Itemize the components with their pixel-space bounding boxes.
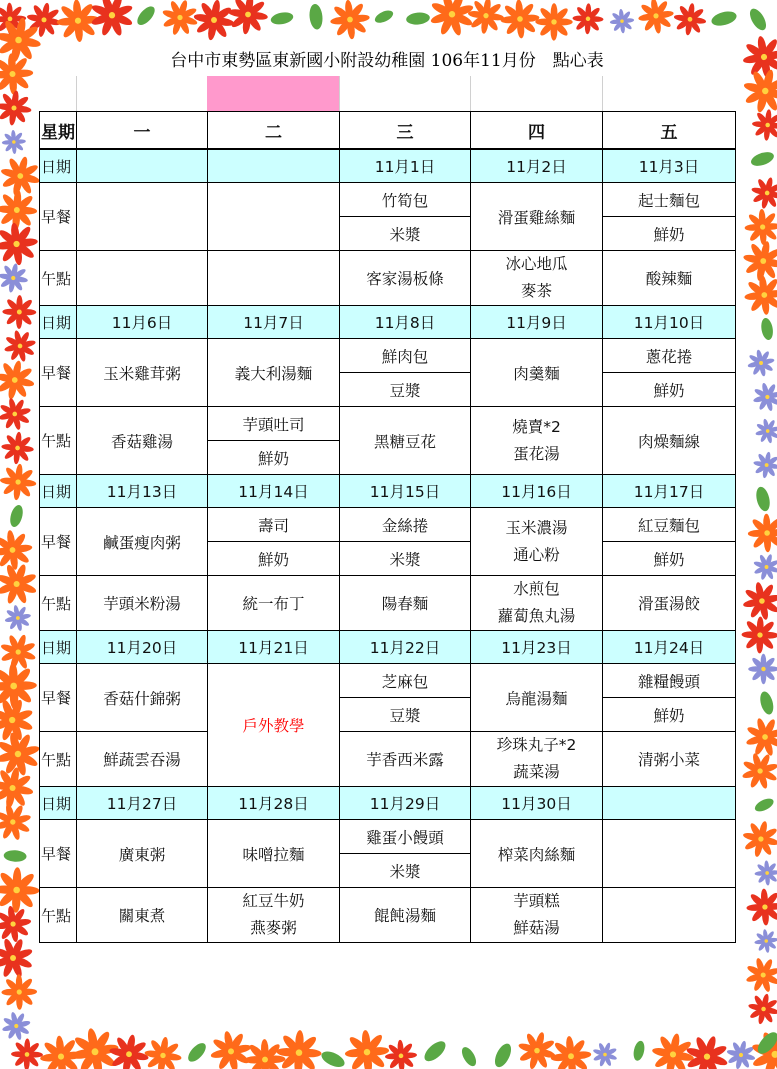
flower-icon	[0, 530, 33, 570]
menu-item-cell: 酸辣麵	[603, 251, 736, 306]
flower-icon	[745, 957, 777, 992]
date-cell: 11月24日	[603, 631, 736, 664]
leaf-icon	[270, 11, 294, 26]
leaf-icon	[753, 796, 776, 814]
menu-item-cell: 雞蛋小饅頭	[340, 820, 471, 854]
date-row	[40, 149, 736, 183]
menu-item-cell: 鮮肉包	[340, 339, 471, 373]
flower-icon	[1, 974, 37, 1010]
snack-row	[40, 407, 736, 441]
date-cell: 11月30日	[471, 787, 603, 820]
page-title: 台中市東勢區東新國小附設幼稚園 106年11月份 點心表	[39, 46, 735, 76]
flower-icon	[385, 1040, 417, 1069]
flower-icon	[276, 1030, 321, 1069]
menu-item-cell: 豆漿	[340, 698, 471, 732]
flower-icon	[742, 617, 777, 654]
menu-item-cell: 清粥小菜	[603, 732, 736, 787]
leaf-icon	[747, 6, 770, 33]
flower-icon	[0, 938, 33, 979]
menu-item-cell: 鮮奶	[208, 542, 340, 576]
date-cell: 11月3日	[603, 149, 736, 183]
date-cell: 11月13日	[77, 475, 208, 508]
leaf-icon	[3, 850, 26, 863]
menu-item-cell: 鹹蛋瘦肉粥	[77, 508, 208, 576]
menu-item-cell: 竹筍包	[340, 183, 471, 217]
weekday-header-label: 星期	[40, 112, 77, 150]
menu-item-cell: 鮮奶	[208, 441, 340, 475]
menu-item-line: 芋頭糕	[513, 892, 560, 910]
weekday-header-cell: 一	[77, 112, 208, 150]
flower-icon	[162, 0, 198, 36]
flower-icon	[0, 464, 37, 501]
breakfast-row	[40, 339, 736, 373]
menu-item-cell: 芋頭米粉湯	[77, 576, 208, 631]
date-cell	[603, 787, 736, 820]
date-cell: 11月10日	[603, 306, 736, 339]
menu-item-cell	[208, 183, 340, 251]
leaf-icon	[308, 3, 323, 30]
menu-item-cell: 味噌拉麵	[208, 820, 340, 888]
leaf-icon	[754, 485, 772, 512]
flower-icon	[210, 1030, 252, 1069]
flower-icon	[0, 803, 32, 841]
flower-icon	[0, 263, 28, 293]
menu-item-line: 麥茶	[520, 282, 552, 300]
menu-item-cell: 肉燥麵線	[603, 407, 736, 475]
breakfast-row	[40, 508, 736, 542]
leaf-icon	[459, 1045, 479, 1069]
menu-item-cell: 米漿	[340, 542, 471, 576]
leaf-icon	[421, 1038, 449, 1065]
row-label-snack: 午點	[40, 407, 77, 475]
row-label-breakfast: 早餐	[40, 664, 77, 732]
flower-icon	[2, 130, 26, 154]
menu-item-cell	[77, 251, 208, 306]
menu-item-cell: 紅豆麵包	[603, 508, 736, 542]
menu-item-cell: 芝麻包	[340, 664, 471, 698]
leaf-icon	[749, 150, 775, 169]
flower-icon	[751, 177, 777, 209]
menu-item-cell: 鮮奶	[603, 542, 736, 576]
menu-item-cell: 客家湯板條	[340, 251, 471, 306]
leaf-icon	[492, 1041, 515, 1069]
pink-highlight-cell	[207, 76, 339, 111]
weekday-header-cell: 二	[208, 112, 340, 150]
flower-icon	[742, 820, 777, 857]
menu-item-cell	[471, 888, 603, 943]
menu-item-cell: 壽司	[208, 508, 340, 542]
menu-item-cell: 豆漿	[340, 373, 471, 407]
menu-item-cell: 統一布丁	[208, 576, 340, 631]
flower-icon	[747, 349, 775, 377]
leaf-icon	[758, 690, 776, 716]
menu-item-cell: 滑蛋湯餃	[603, 576, 736, 631]
menu-item-cell: 陽春麵	[340, 576, 471, 631]
date-cell: 11月29日	[340, 787, 471, 820]
menu-item-cell	[471, 508, 603, 576]
menu-item-cell: 芋頭吐司	[208, 407, 340, 441]
breakfast-row	[40, 664, 736, 698]
date-cell: 11月15日	[340, 475, 471, 508]
menu-item-line: 通心粉	[513, 545, 560, 564]
date-cell: 11月20日	[77, 631, 208, 664]
weekday-header-cell: 五	[603, 112, 736, 150]
flower-icon	[753, 382, 777, 411]
menu-item-cell: 榨菜肉絲麵	[471, 820, 603, 888]
header-spacer-row	[39, 76, 735, 111]
menu-item-cell: 蔥花捲	[603, 339, 736, 373]
flower-icon	[71, 1028, 119, 1069]
menu-item-cell: 肉羹麵	[471, 339, 603, 407]
date-cell: 11月14日	[208, 475, 340, 508]
flower-icon	[572, 3, 603, 34]
menu-item-cell	[208, 888, 340, 943]
row-label-breakfast: 早餐	[40, 339, 77, 407]
flower-icon	[0, 634, 36, 670]
flower-icon	[0, 222, 38, 265]
flower-icon	[0, 90, 32, 125]
date-cell: 11月17日	[603, 475, 736, 508]
flower-icon	[518, 1031, 557, 1069]
row-label-snack: 午點	[40, 732, 77, 787]
menu-item-cell: 廣東粥	[77, 820, 208, 888]
flower-icon	[0, 867, 40, 913]
menu-item-cell: 米漿	[340, 854, 471, 888]
flower-icon	[638, 0, 674, 34]
flower-icon	[755, 418, 777, 443]
flower-icon	[193, 0, 234, 41]
flower-icon	[0, 563, 37, 604]
leaf-icon	[373, 8, 395, 25]
menu-item-cell: 雜糧饅頭	[603, 664, 736, 698]
flower-icon	[744, 209, 777, 245]
flower-icon	[753, 554, 777, 581]
menu-item-cell: 關東煮	[77, 888, 208, 943]
date-cell	[208, 149, 340, 183]
flower-icon	[726, 1040, 755, 1069]
menu-item-cell: 鮮奶	[603, 698, 736, 732]
menu-item-cell	[471, 576, 603, 631]
menu-item-cell: 黑糖豆花	[340, 407, 471, 475]
flower-icon	[754, 860, 777, 885]
flower-icon	[535, 3, 572, 40]
flower-icon	[109, 1034, 149, 1069]
flower-icon	[753, 451, 777, 478]
menu-item-cell	[471, 407, 603, 475]
menu-item-line: 冰心地瓜	[505, 255, 568, 273]
menu-item-cell: 戶外教學	[208, 664, 340, 787]
flower-icon	[4, 330, 36, 362]
row-label-snack: 午點	[40, 251, 77, 306]
flower-icon	[500, 0, 539, 39]
date-row	[40, 787, 736, 820]
row-label-date: 日期	[40, 631, 77, 664]
flower-icon	[0, 190, 37, 231]
date-cell: 11月21日	[208, 631, 340, 664]
date-cell: 11月1日	[340, 149, 471, 183]
date-cell: 11月6日	[77, 306, 208, 339]
menu-item-cell: 鮮蔬雲吞湯	[77, 732, 208, 787]
menu-item-cell: 鮮奶	[603, 217, 736, 251]
menu-item-line: 燕麥粥	[250, 919, 297, 937]
date-cell	[77, 149, 208, 183]
leaf-icon	[8, 504, 25, 529]
flower-icon	[610, 9, 635, 34]
row-label-date: 日期	[40, 306, 77, 339]
menu-item-cell: 鮮奶	[603, 373, 736, 407]
flower-icon	[550, 1036, 591, 1069]
flower-icon	[754, 929, 777, 953]
menu-item-cell: 米漿	[340, 217, 471, 251]
leaf-icon	[185, 1040, 209, 1065]
row-label-date: 日期	[40, 149, 77, 183]
menu-item-line: 紅豆牛奶	[242, 892, 305, 910]
flower-icon	[144, 1037, 182, 1069]
date-cell: 11月2日	[471, 149, 603, 183]
flower-icon	[752, 109, 777, 141]
flower-icon	[0, 360, 35, 400]
leaf-icon	[760, 317, 775, 341]
menu-item-cell: 金絲捲	[340, 508, 471, 542]
leaf-icon	[710, 9, 738, 28]
menu-item-cell	[471, 251, 603, 306]
menu-item-cell: 滑蛋雞絲麵	[471, 183, 603, 251]
weekday-header-cell: 三	[340, 112, 471, 150]
menu-item-cell	[77, 183, 208, 251]
menu-item-cell: 起士麵包	[603, 183, 736, 217]
flower-icon	[744, 275, 777, 315]
row-label-breakfast: 早餐	[40, 820, 77, 888]
flower-icon	[11, 1038, 43, 1069]
date-cell: 11月28日	[208, 787, 340, 820]
date-row	[40, 475, 736, 508]
snack-menu-table	[39, 111, 736, 943]
menu-item-cell	[471, 732, 603, 787]
row-label-breakfast: 早餐	[40, 183, 77, 251]
flower-icon	[430, 0, 475, 37]
menu-item-cell: 香菇雞湯	[77, 407, 208, 475]
leaf-icon	[134, 3, 158, 28]
flower-icon	[686, 1035, 729, 1069]
row-label-date: 日期	[40, 475, 77, 508]
flower-icon	[0, 156, 40, 196]
menu-item-line: 燒賣*2	[512, 417, 561, 436]
flower-icon	[743, 240, 777, 281]
menu-item-cell: 芋香西米露	[340, 732, 471, 787]
leaf-icon	[319, 1048, 347, 1069]
flower-icon	[345, 1030, 390, 1069]
menu-item-line: 珍珠丸子*2	[496, 736, 577, 754]
row-label-date: 日期	[40, 787, 77, 820]
weekday-header-cell: 四	[471, 112, 603, 150]
flower-icon	[745, 717, 777, 756]
menu-item-cell	[208, 251, 340, 306]
flower-icon	[4, 605, 31, 632]
breakfast-row	[40, 820, 736, 854]
menu-item-line: 蛋花湯	[513, 444, 560, 463]
leaf-icon	[406, 12, 431, 26]
menu-item-line: 蔬菜湯	[513, 763, 560, 781]
flower-icon	[742, 752, 777, 789]
flower-icon	[592, 1042, 617, 1067]
date-cell: 11月7日	[208, 306, 340, 339]
menu-item-cell: 香菇什錦粥	[77, 664, 208, 732]
date-cell: 11月23日	[471, 631, 603, 664]
flower-icon	[330, 0, 370, 40]
flower-icon	[1, 432, 34, 465]
flower-icon	[2, 295, 36, 329]
date-cell: 11月16日	[471, 475, 603, 508]
flower-icon	[0, 398, 31, 431]
date-cell: 11月27日	[77, 787, 208, 820]
menu-item-cell: 義大利湯麵	[208, 339, 340, 407]
date-cell: 11月8日	[340, 306, 471, 339]
menu-item-cell	[603, 820, 736, 888]
flower-icon	[2, 1011, 31, 1040]
flower-icon	[748, 654, 777, 684]
date-cell: 11月9日	[471, 306, 603, 339]
flower-icon	[742, 582, 777, 621]
flower-icon	[468, 0, 505, 34]
menu-item-line: 蘿蔔魚丸湯	[497, 607, 576, 625]
breakfast-row	[40, 183, 736, 217]
menu-item-cell	[603, 888, 736, 943]
menu-item-cell: 烏龍湯麵	[471, 664, 603, 732]
leaf-icon	[632, 1040, 646, 1062]
flower-icon	[746, 888, 777, 925]
flower-icon	[748, 993, 777, 1024]
flower-icon	[90, 0, 133, 37]
date-row	[40, 306, 736, 339]
flower-icon	[228, 0, 268, 35]
menu-item-line: 玉米濃湯	[505, 518, 568, 537]
date-cell: 11月22日	[340, 631, 471, 664]
menu-item-cell: 餛飩湯麵	[340, 888, 471, 943]
flower-icon	[674, 3, 707, 36]
flower-icon	[0, 767, 34, 809]
weekday-header-row	[40, 112, 736, 150]
row-label-snack: 午點	[40, 888, 77, 943]
row-label-breakfast: 早餐	[40, 508, 77, 576]
row-label-snack: 午點	[40, 576, 77, 631]
menu-item-cell: 玉米雞茸粥	[77, 339, 208, 407]
flower-icon	[748, 514, 777, 553]
date-row	[40, 631, 736, 664]
flower-icon	[743, 69, 777, 114]
menu-item-line: 水煎包	[513, 580, 560, 598]
menu-item-line: 鮮菇湯	[513, 919, 560, 937]
